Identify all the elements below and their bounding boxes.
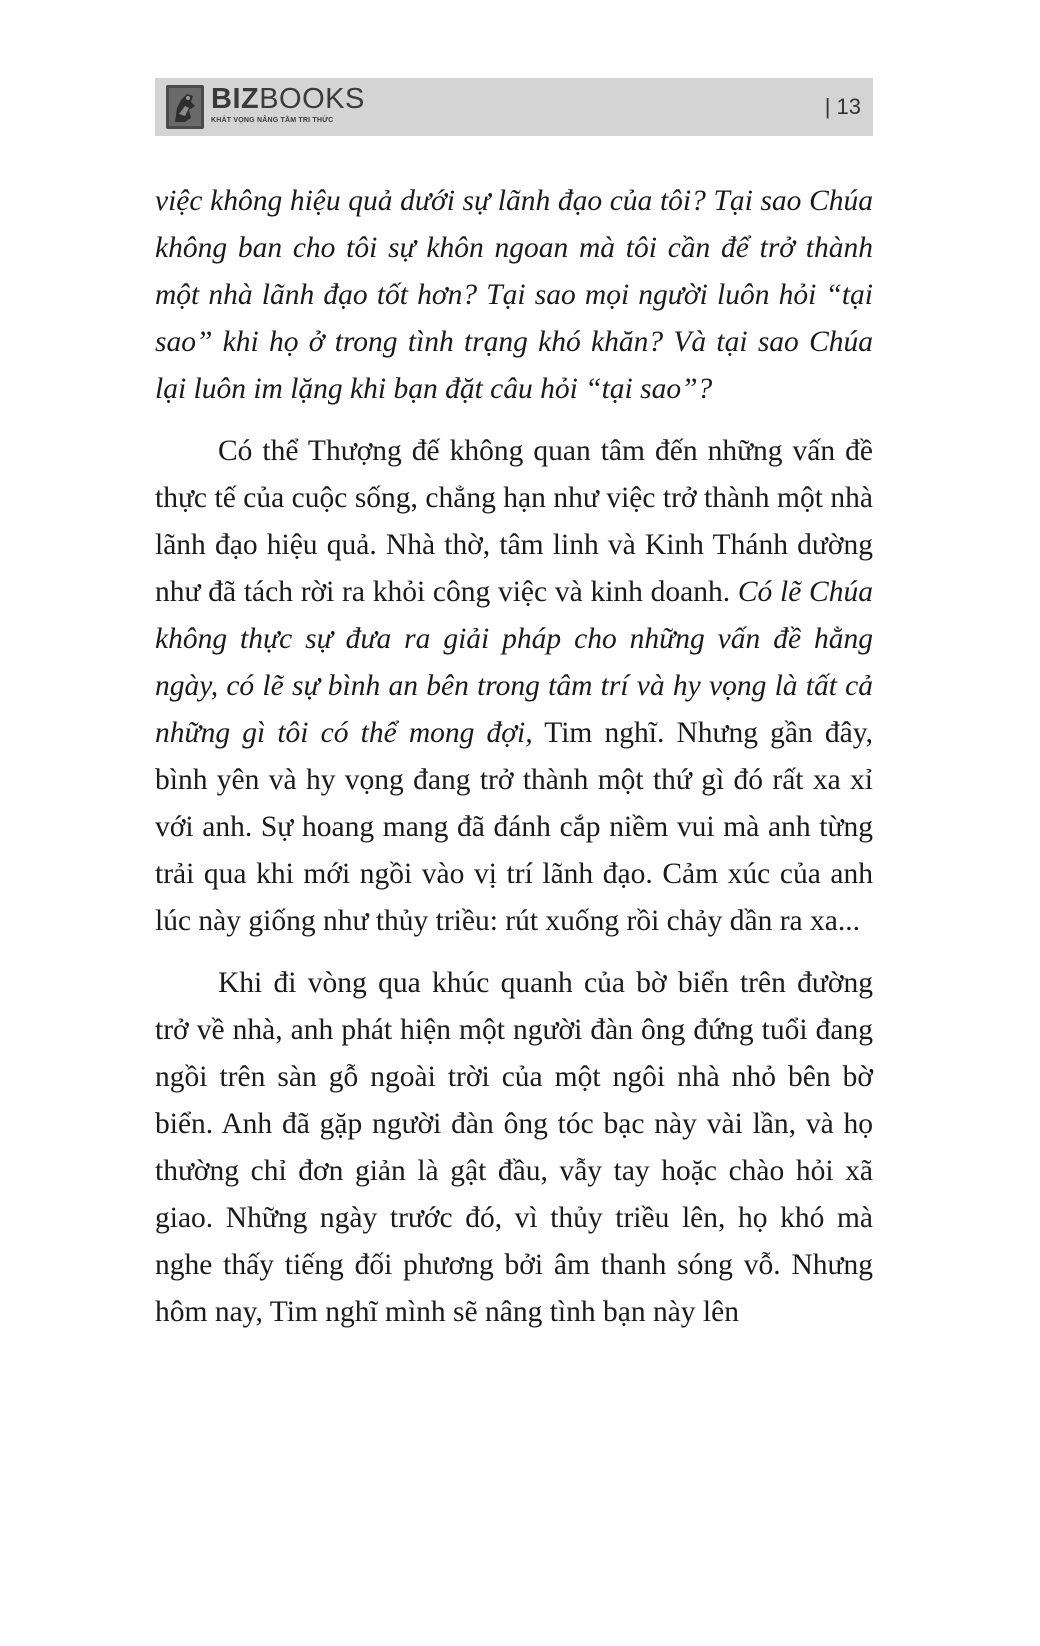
paragraph-2-italic: Có lẽ Chúa không thực sự đưa ra giải pháp cho những vấn đề hằng ngày, có lẽ sự bình an bên trong tâm trí và hy vọng là tất cả những gì tôi có thể mong đợi, <box>155 576 873 749</box>
bizbooks-logo-icon <box>165 84 205 130</box>
paragraph-3: Khi đi vòng qua khúc quanh của bờ biển trên đường trở về nhà, anh phát hiện một người đàn ông đứng tuổi đang ngồi trên sàn gỗ ngoài trời của một ngôi nhà nhỏ bên bờ biển. Anh đã gặp người đàn ông tóc bạc này vài lần, và họ thường chỉ đơn giản là gật đầu, vẫy tay hoặc chào hỏi xã giao. Những ngày trước đó, vì thủy triều lên, họ khó mà nghe thấy tiếng đối phương bởi âm thanh sóng vỗ. Nhưng hôm nay, Tim nghĩ mình sẽ nâng tình bạn này lên <box>155 967 873 1328</box>
brand-tagline: KHÁT VỌNG NÂNG TẦM TRI THỨC <box>211 117 334 124</box>
brand-name <box>211 82 365 116</box>
brand-bold: BIZ <box>211 83 260 115</box>
page-body <box>155 178 873 1336</box>
brand-light: BOOKS <box>259 83 365 115</box>
paragraph-2-part-b: Tim nghĩ. Nhưng gần đây, bình yên và hy vọng đang trở thành một thứ gì đó rất xa xỉ với anh. Sự hoang mang đã đánh cắp niềm vui mà anh từng trải qua khi mới ngồi vào vị trí lãnh đạo. Cảm xúc của anh lúc này giống như thủy triều: rút xuống rồi chảy dần ra xa... <box>155 717 873 937</box>
paragraph-2 <box>155 428 873 945</box>
page-number: | 13 <box>824 94 861 119</box>
paragraph-1: việc không hiệu quả dưới sự lãnh đạo của tôi? Tại sao Chúa không ban cho tôi sự khôn ngoan mà tôi cần để trở thành một nhà lãnh đạo tốt hơn? Tại sao mọi người luôn hỏi “tại sao” khi họ ở trong tình trạng khó khăn? Và tại sao Chúa lại luôn im lặng khi bạn đặt câu hỏi “tại sao”? <box>155 185 873 405</box>
paragraph-2-part-a: Có thể Thượng đế không quan tâm đến những vấn đề thực tế của cuộc sống, chẳng hạn như việc trở thành một nhà lãnh đạo hiệu quả. Nhà thờ, tâm linh và Kinh Thánh dường như đã tách rời ra khỏi công việc và kinh doanh. <box>155 435 873 608</box>
page-header <box>155 78 873 136</box>
